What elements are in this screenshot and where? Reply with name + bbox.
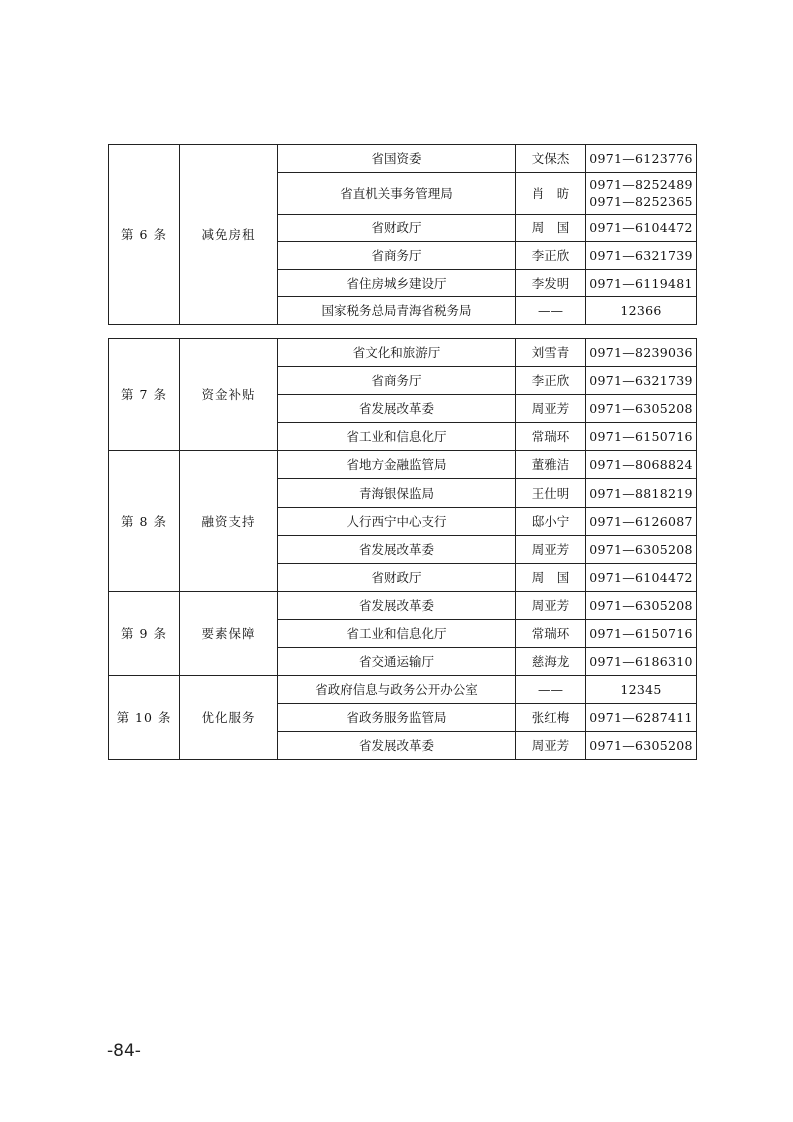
phone-cell: [586, 451, 697, 479]
phone-number: 0971—6321739: [589, 247, 693, 263]
department-cell: 省发展改革委: [278, 535, 516, 563]
contact-person-cell: 常瑞环: [516, 423, 586, 451]
phone-cell: [586, 423, 697, 451]
article-cell: 第 8 条: [109, 451, 180, 591]
phone-cell: [586, 145, 697, 173]
policy-cell: 减免房租: [180, 145, 278, 325]
department-cell: 省交通运输厅: [278, 648, 516, 676]
table-body: [109, 339, 697, 760]
phone-number: 0971—8818219: [589, 485, 693, 501]
phone-number: 0971—6321739: [589, 373, 693, 389]
policy-cell: 资金补贴: [180, 339, 278, 451]
phone-cell: [586, 367, 697, 395]
table-row: [109, 339, 697, 367]
phone-number: 0971—6104472: [589, 569, 693, 585]
table-row: [109, 591, 697, 619]
contact-person-cell: 周 国: [516, 214, 586, 242]
department-cell: 青海银保监局: [278, 479, 516, 507]
department-cell: 国家税务总局青海省税务局: [278, 297, 516, 325]
contact-person-cell: 周亚芳: [516, 535, 586, 563]
phone-number: 12366: [620, 303, 662, 319]
phone-cell: [586, 732, 697, 760]
contact-person-cell: 刘雪青: [516, 339, 586, 367]
article-cell: 第 7 条: [109, 339, 180, 451]
phone-number: 0971—8239036: [589, 345, 693, 361]
phone-cell: [586, 619, 697, 647]
department-cell: 省工业和信息化厅: [278, 423, 516, 451]
phone-number: 0971—8252365: [589, 194, 693, 210]
contact-person-cell: 周亚芳: [516, 732, 586, 760]
table-row: [109, 676, 697, 704]
phone-number: 0971—6119481: [589, 275, 693, 291]
department-cell: 省政务服务监管局: [278, 704, 516, 732]
contact-person-cell: ——: [516, 676, 586, 704]
phone-cell: [586, 676, 697, 704]
department-cell: 省直机关事务管理局: [278, 172, 516, 214]
department-cell: 省国资委: [278, 145, 516, 173]
policy-cell: 优化服务: [180, 676, 278, 760]
phone-number: 0971—6305208: [589, 738, 693, 754]
department-cell: 省商务厅: [278, 367, 516, 395]
phone-cell: [586, 214, 697, 242]
phone-cell: [586, 269, 697, 297]
phone-number: 0971—6186310: [589, 654, 693, 670]
contact-person-cell: 周 国: [516, 563, 586, 591]
department-cell: 省文化和旅游厅: [278, 339, 516, 367]
phone-cell: [586, 648, 697, 676]
department-cell: 省商务厅: [278, 242, 516, 270]
phone-number: 0971—6305208: [589, 597, 693, 613]
contact-person-cell: 李发明: [516, 269, 586, 297]
phone-cell: [586, 395, 697, 423]
phone-cell: [586, 479, 697, 507]
department-cell: 人行西宁中心支行: [278, 507, 516, 535]
phone-number: 0971—8068824: [589, 457, 693, 473]
department-cell: 省财政厅: [278, 563, 516, 591]
phone-cell: [586, 507, 697, 535]
table-body: [109, 145, 697, 325]
table-row: [109, 451, 697, 479]
phone-number: 0971—6305208: [589, 541, 693, 557]
contact-person-cell: 肖 昉: [516, 172, 586, 214]
contacts-table-articles-7-10: [108, 338, 697, 760]
department-cell: 省发展改革委: [278, 732, 516, 760]
article-cell: 第 10 条: [109, 676, 180, 760]
phone-number: 0971—6104472: [589, 220, 693, 236]
phone-number: 0971—6123776: [589, 150, 693, 166]
phone-number: 0971—6126087: [589, 513, 693, 529]
phone-cell: [586, 339, 697, 367]
contact-person-cell: 慈海龙: [516, 648, 586, 676]
policy-cell: 融资支持: [180, 451, 278, 591]
contact-person-cell: 李正欣: [516, 242, 586, 270]
contacts-table-article-6: [108, 144, 697, 325]
phone-number: 0971—6150716: [589, 625, 693, 641]
department-cell: 省发展改革委: [278, 395, 516, 423]
contact-person-cell: 周亚芳: [516, 395, 586, 423]
contact-person-cell: 邸小宁: [516, 507, 586, 535]
department-cell: 省地方金融监管局: [278, 451, 516, 479]
contact-person-cell: 董雅洁: [516, 451, 586, 479]
phone-cell: [586, 563, 697, 591]
contact-person-cell: 周亚芳: [516, 591, 586, 619]
contact-person-cell: 常瑞环: [516, 619, 586, 647]
contact-person-cell: ——: [516, 297, 586, 325]
phone-number: 12345: [620, 682, 662, 698]
phone-cell: [586, 242, 697, 270]
phone-number: 0971—8252489: [589, 177, 693, 193]
phone-cell: [586, 591, 697, 619]
phone-cell: [586, 535, 697, 563]
department-cell: 省政府信息与政务公开办公室: [278, 676, 516, 704]
policy-cell: 要素保障: [180, 591, 278, 675]
table-row: [109, 145, 697, 173]
contact-person-cell: 张红梅: [516, 704, 586, 732]
department-cell: 省工业和信息化厅: [278, 619, 516, 647]
department-cell: 省住房城乡建设厅: [278, 269, 516, 297]
department-cell: 省财政厅: [278, 214, 516, 242]
contact-person-cell: 文保杰: [516, 145, 586, 173]
phone-cell: [586, 297, 697, 325]
contact-person-cell: 李正欣: [516, 367, 586, 395]
phone-cell: [586, 172, 697, 214]
phone-cell: [586, 704, 697, 732]
article-cell: 第 9 条: [109, 591, 180, 675]
page-number: -84-: [107, 1041, 141, 1061]
department-cell: 省发展改革委: [278, 591, 516, 619]
contact-person-cell: 王仕明: [516, 479, 586, 507]
phone-number: 0971—6305208: [589, 401, 693, 417]
article-cell: 第 6 条: [109, 145, 180, 325]
phone-number: 0971—6150716: [589, 429, 693, 445]
phone-number: 0971—6287411: [589, 710, 693, 726]
